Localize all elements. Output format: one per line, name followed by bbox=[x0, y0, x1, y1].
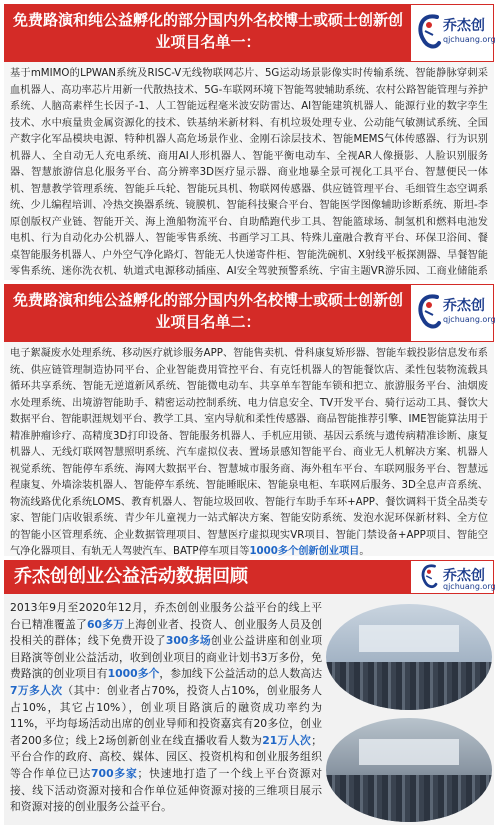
text-run: ，参加线下公益活动的总人数高达 bbox=[159, 667, 322, 681]
project-list-two-section bbox=[4, 284, 494, 556]
stat-highlight: 300多场 bbox=[165, 634, 211, 648]
project-count-highlight: 1000多个创新创业项目 bbox=[249, 546, 360, 556]
event-photo bbox=[326, 718, 492, 822]
section-header bbox=[4, 560, 494, 594]
brand-logo bbox=[410, 4, 494, 62]
project-list-text bbox=[4, 342, 494, 556]
text-run: ；快速地打造了一个线上平台资源对接、线下活动资源对接和合作单位延伸资源对接的三维项目展示和资源对接的创业服务公益平台。 bbox=[10, 766, 322, 814]
activity-data-text bbox=[10, 600, 322, 816]
brand-logo bbox=[410, 284, 494, 342]
text-run: 2013年9月至2020年12月，乔杰创创业服务公益平台的线上平台已精准覆盖了 bbox=[10, 601, 322, 631]
event-photo bbox=[326, 604, 492, 710]
logo-brand-text: 乔杰创 bbox=[443, 18, 485, 34]
project-list-one-section bbox=[4, 4, 494, 280]
text-run: ；平台合作的政府、高校、媒体、园区、投资机构和创业服务组织等合作单位已达 bbox=[10, 733, 322, 780]
project-list-body: 电子絮凝废水处理系统、移动医疗就诊服务APP、智能售卖机、骨科康复矫形器、智能车载投影信息发布系统、供应链管理制造协同平台、企业智能费用管控平台、有克饪机器人的智能餐饮店、柔性包装物流载具循环共享系统、智能无逆道新风系统、智能微电动车、共享单车智能车锁和把立、旅游服务平台、油烟废水处理系统、出境游智能助手、精密运动控制系统、电力信息安全、TV开发平台、骑行运动工具、餐饮大数据平台、智能职涯规划平台、教学工具、室内导航和柔性传感器、商品智能推荐引擎、IME智能算法用于精准肿瘤诊疗、高精度3D打印设备、智能服务机器人、手机应用锁、基因云系统与遗传病精准诊断、康复机器人、无线灯联网智慧照明系统、汽车虚拟仪表、置场景感知智能平台、商业无人机解决方案、机器人视觉系统、智能停车系统、海网大数据平台、智慧城市服务商、海外租车平台、车联网服务平台、智慧远程康复、外墙涂装机器人、智能停车系统、智能睡眠床、智能泉电柜、车联网后服务、3D全息声音系统、物流线路优化系统LOMS、教育机器人、智能垃圾回收、智能行车助手车环+APP、餐饮调料干货全品类专家、智能门店收银系统、青少年儿童视力一站式解决方案、智能安防系统、发泡水泥环保新材料、全方位的智能小区管理系统、企业数据管理项目、智慧医疗虚拟现实VR项目、智能门禁设备+APP项目、智能空气净化器项目、有轨无人驾驶汽车、BATP停车项目等 bbox=[10, 348, 488, 556]
logo-brand-text: 乔杰创 bbox=[443, 298, 485, 314]
stat-highlight: 21万人次 bbox=[262, 733, 312, 747]
stat-highlight: 7万多人次 bbox=[10, 683, 63, 697]
event-audience bbox=[326, 662, 492, 710]
text-run: 创业公益讲座和创业项目路演等创业公益活动，收到创业项目的商业计划书3万多份，免费路演的创业项目有 bbox=[10, 634, 322, 681]
stat-highlight: 700多家 bbox=[91, 766, 138, 780]
section-title: 乔杰创创业公益活动数据回顾 bbox=[14, 566, 248, 587]
brand-logo bbox=[410, 560, 494, 594]
logo-url-text: qjchuang.org bbox=[443, 35, 496, 44]
section-header bbox=[4, 284, 494, 342]
text-run: 上海创业者、投资人、创业服务人员及创投相关的群体；线下免费开设了 bbox=[10, 617, 323, 648]
activity-data-body bbox=[4, 594, 494, 825]
logo-mark-icon bbox=[415, 291, 443, 337]
logo-brand-text: 乔杰创 bbox=[443, 568, 485, 584]
text-run: （其中：创业者占70%，投资人占10%，创业服务人占10%，其它占10%），创业项目路演后的融资成功率约为11%，平均每场活动出席的创业导师和投资嘉宾有20多位，创业者200多位；线上2场创新创业在线直播收看人数为 bbox=[10, 683, 323, 747]
event-stage bbox=[359, 625, 459, 652]
project-list-text: 基于mMIMO的LPWAN系统及RISC-V无线物联网芯片、5G运动场景影像实时传输系统、智能静脉穿刺采血机器人、高功率芯片用新一代散热技术、5G-车联网环境下智能驾驶辅助系统、农村公路智能管理与养护系统、人脑高素样生长因子-1、人工智能远程毫米波安防雷达、AI智能建筑机器人、能源行业的数字孪生技术、水中痕量贵金属资源化的技术、铁基纳米新材料、有机垃圾处理专业、公动能气敏测试系统、全国产数字化军品模块电源、特种机器人高危场景作业、金刚石涂层技术、智能MEMS气体传感器、行为识别机器人、全自动无人充电系统、商用AI人形机器人、智能平衡电动车、全视AR人像摄影、人脸识别服务器、智慧旅游信息化服务平台、高分辨率3D医疗显示器、商业地暴全景可视化工具平台、智慧便民一体机、智慧教学管理系统、智能乒乓轮、智能玩具机、物联网传感器、供应链管理平台、毛细管生态空调系统、少儿编程培训、冷热交换器系统、镜膜机、智能科技聚合平台、智能医学图像辅助诊断系统、斯坦-李原创版权产业链、智能开关、海上渔船物流平台、自助酷跑代步工具、智能篮球场、制氢机和燃料电池发电机、行为自动化办公机器人、智能零售系统、书画学习工具、特殊儿童融合教育平台、环保卫浴间、餐桌智能服务机器人、户外空气净化路灯、智能无人快递寄件柜、智能洗碗机、X射线平板探测器、旱餐智能零售系统、迷你洗衣机、轨道式电源移动插座、AI安全驾驶预警系统、宇宙主题VR游乐园、工商业储能系 bbox=[4, 62, 494, 280]
event-audience bbox=[326, 775, 492, 822]
event-stage bbox=[359, 739, 459, 765]
logo-url-text: qjchuang.org bbox=[443, 315, 496, 324]
project-list-end: 。 bbox=[359, 546, 370, 556]
section-title: 免费路演和纯公益孵化的部分国内外名校博士或硕士创新创业项目名单一： bbox=[12, 11, 403, 51]
stat-highlight: 1000多个 bbox=[107, 667, 160, 681]
section-title: 免费路演和纯公益孵化的部分国内外名校博士或硕士创新创业项目名单二： bbox=[12, 291, 403, 331]
logo-mark-icon bbox=[415, 11, 443, 57]
stat-highlight: 60多万 bbox=[87, 617, 125, 631]
logo-url-text: qjchuang.org bbox=[443, 582, 496, 591]
logo-mark-icon bbox=[415, 562, 443, 594]
section-header bbox=[4, 4, 494, 62]
activity-data-section bbox=[4, 560, 494, 825]
